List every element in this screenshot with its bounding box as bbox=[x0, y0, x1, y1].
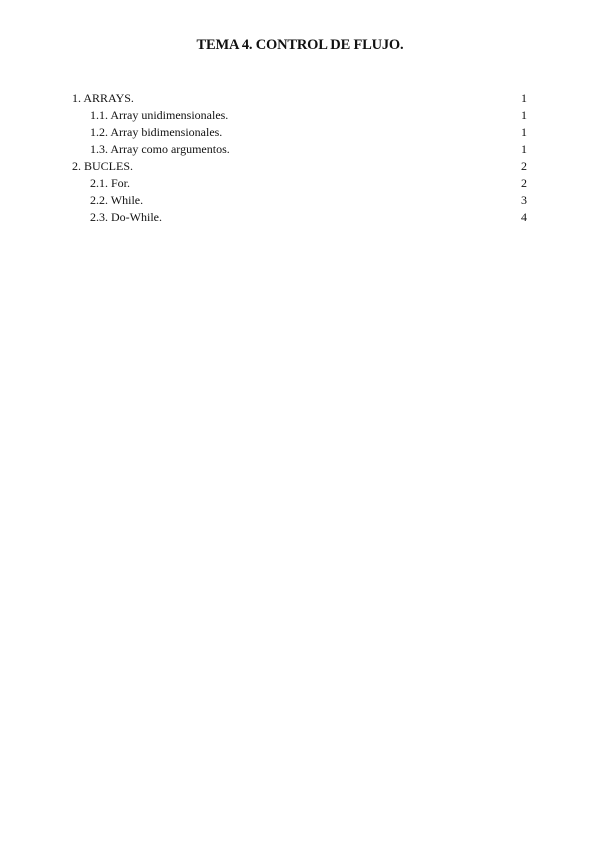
toc-entry[interactable] bbox=[72, 158, 528, 175]
toc-entry[interactable] bbox=[72, 175, 528, 192]
toc-entry[interactable] bbox=[72, 124, 528, 141]
toc-entry[interactable] bbox=[72, 209, 528, 226]
toc-entry-label: 1.1. Array unidimensionales. bbox=[90, 108, 229, 122]
toc-entry-label: 1.3. Array como argumentos. bbox=[90, 142, 230, 156]
table-of-contents bbox=[72, 90, 528, 226]
toc-entry-label: 2.1. For. bbox=[90, 176, 131, 190]
toc-entry-page: 3 bbox=[521, 193, 527, 207]
toc-entry[interactable] bbox=[72, 192, 528, 209]
toc-entry[interactable] bbox=[72, 107, 528, 124]
toc-entry-page: 4 bbox=[521, 210, 527, 224]
toc-entry-page: 1 bbox=[521, 142, 527, 156]
toc-entry-page: 2 bbox=[521, 176, 527, 190]
toc-entry-label: 1. ARRAYS. bbox=[72, 91, 134, 105]
toc-entry[interactable] bbox=[72, 90, 528, 107]
toc-entry-page: 1 bbox=[521, 108, 527, 122]
toc-entry-label: 2.3. Do-While. bbox=[90, 210, 162, 224]
toc-entry-page: 1 bbox=[521, 91, 527, 105]
document-title: TEMA 4. CONTROL DE FLUJO. bbox=[196, 37, 404, 53]
toc-entry-page: 2 bbox=[521, 159, 527, 173]
toc-entry[interactable] bbox=[72, 141, 528, 158]
toc-entry-label: 2.2. While. bbox=[90, 193, 144, 207]
toc-entry-label: 2. BUCLES. bbox=[72, 159, 134, 173]
toc-entry-page: 1 bbox=[521, 125, 527, 139]
toc-entry-label: 1.2. Array bidimensionales. bbox=[90, 125, 223, 139]
